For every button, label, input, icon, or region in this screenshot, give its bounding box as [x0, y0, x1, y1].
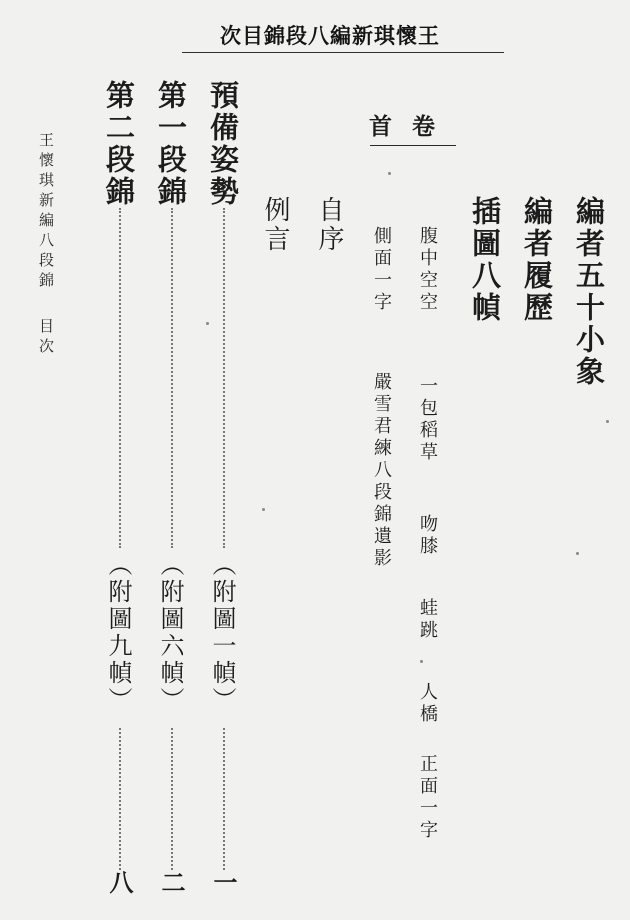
toc-entry	[100, 80, 140, 900]
entry-notes: 例言	[260, 196, 290, 254]
toc-entry-page: 八	[105, 870, 134, 894]
entry-editor-biography: 編者履歷	[520, 196, 554, 324]
toc-entry-note: （附圖一幀）	[208, 552, 236, 714]
toc-entry	[204, 80, 244, 900]
paper-speck	[420, 660, 423, 663]
paper-speck	[262, 508, 265, 511]
leader-dots	[223, 208, 225, 548]
toc-entry-note: （附圖六幀）	[156, 552, 184, 714]
leader-dots	[119, 208, 121, 548]
leader-dots	[171, 728, 173, 870]
header-title	[150, 14, 510, 50]
toc-entry	[152, 80, 192, 900]
header-rule	[182, 52, 504, 53]
paper-speck	[606, 420, 609, 423]
volume-title	[364, 108, 460, 138]
toc-entry-page: 二	[157, 870, 186, 894]
leader-dots	[223, 728, 225, 870]
volume-title-text: 卷首	[369, 113, 455, 140]
plates-list-a	[418, 226, 444, 846]
margin-section-label: 目次	[37, 318, 55, 358]
toc-entry-title: 第二段錦	[102, 80, 136, 208]
plate-item: 吻膝	[417, 514, 438, 558]
entry-preface: 自序	[314, 196, 344, 254]
toc-entry-page: 一	[209, 870, 238, 894]
plate-item: 蛙跳	[417, 598, 438, 642]
leader-dots	[119, 728, 121, 870]
plates-list-b	[372, 226, 398, 586]
plate-item: 人橋	[417, 682, 438, 726]
margin-running-title: 王懷琪新編八段錦	[37, 132, 55, 292]
toc-entry-title: 預備姿勢	[206, 80, 240, 208]
plate-item: 一包稻草	[417, 376, 438, 464]
plate-item: 正面一字	[417, 754, 438, 842]
entry-illustrations: 插圖八幀	[468, 196, 502, 324]
leader-dots	[171, 208, 173, 548]
paper-speck	[206, 322, 209, 325]
toc-entry-title: 第一段錦	[154, 80, 188, 208]
paper-speck	[576, 552, 579, 555]
plate-item: 側面一字	[371, 226, 392, 314]
plate-item: 腹中空空	[417, 226, 438, 314]
toc-entry-note: （附圖九幀）	[104, 552, 132, 714]
paper-speck	[388, 172, 391, 175]
header-title-text: 王懷琪新編八段錦目次	[220, 24, 440, 48]
plate-item: 嚴雪君練八段錦遺影	[371, 372, 392, 570]
volume-rule	[370, 145, 456, 146]
entry-editor-portrait: 編者五十小象	[572, 196, 606, 388]
